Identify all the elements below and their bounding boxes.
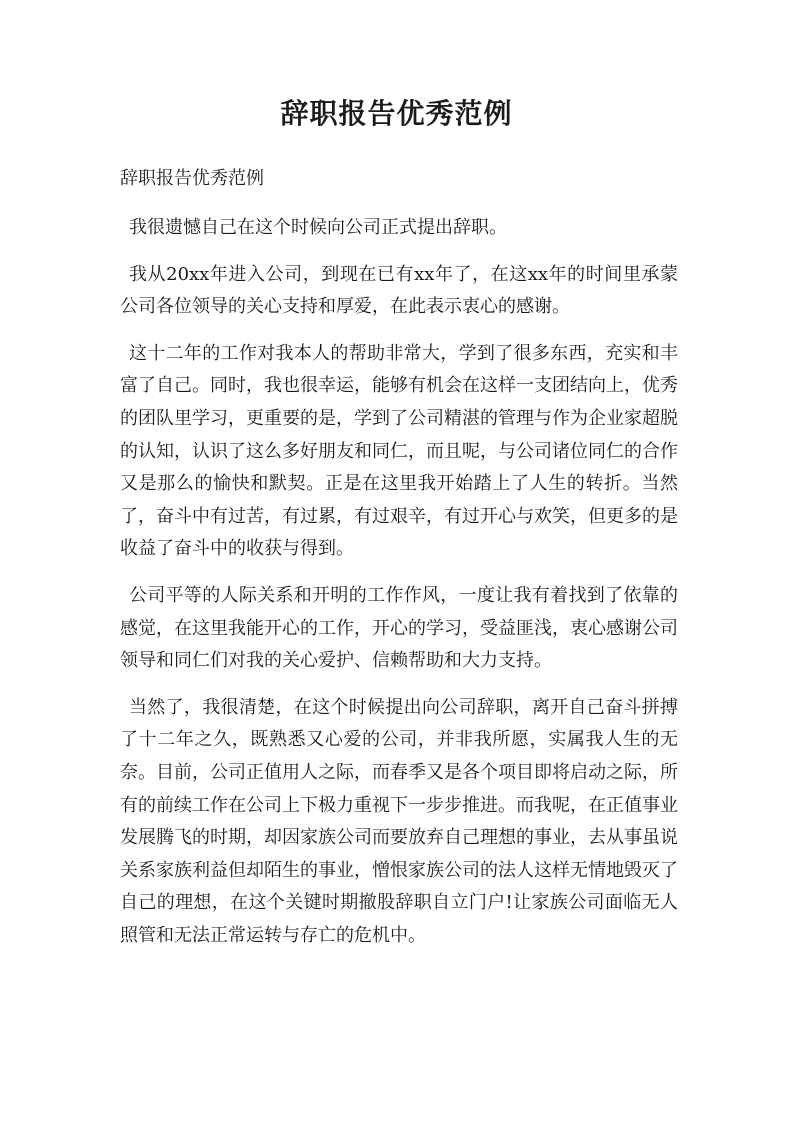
document-body — [120, 212, 678, 966]
paragraph-4: 公司平等的人际关系和开明的工作作风，一度让我有着找到了依靠的感觉，在这里我能开心的工作，开心的学习，受益匪浅，衷心感谢公司领导和同仁们对我的关心爱护、信赖帮助和大力支持。 — [120, 584, 678, 672]
paragraph-3: 这十二年的工作对我本人的帮助非常大，学到了很多东西，充实和丰富了自己。同时，我也很幸运，能够有机会在这样一支团结向上，优秀的团队里学习，更重要的是，学到了公司精湛的管理与作为企业家超脱的认知，认识了这么多好朋友和同仁，而且呢，与公司诸位同仁的合作又是那么的愉快和默契。正是在这里我开始踏上了人生的转折。当然了，奋斗中有过苦，有过累，有过艰辛，有过开心与欢笑，但更多的是收益了奋斗中的收获与得到。 — [120, 342, 678, 560]
paragraph-1: 我很遗憾自己在这个时候向公司正式提出辞职。 — [129, 217, 507, 238]
paragraph-2: 我从20xx年进入公司，到现在已有xx年了，在这xx年的时间里承蒙公司各位领导的关心支持和厚爱，在此表示衷心的感谢。 — [120, 263, 678, 318]
paragraph-5: 当然了，我很清楚，在这个时候提出向公司辞职，离开自己奋斗拼搏了十二年之久，既熟悉又心爱的公司，并非我所愿，实属我人生的无奈。目前，公司正值用人之际，而春季又是各个项目即将启动之际，所有的前续工作在公司上下极力重视下一步步推进。而我呢，在正值事业发展腾飞的时期，却因家族公司而要放弃自己理想的事业，去从事虽说关系家族利益但却陌生的事业，憎恨家族公司的法人这样无情地毁灭了自己的理想，在这个关键时期撤股辞职自立门户!让家族公司面临无人照管和无法正常运转与存亡的危机中。 — [120, 696, 678, 946]
document-subtitle: 辞职报告优秀范例 — [120, 168, 264, 189]
page-title: 辞职报告优秀范例 — [280, 97, 513, 130]
